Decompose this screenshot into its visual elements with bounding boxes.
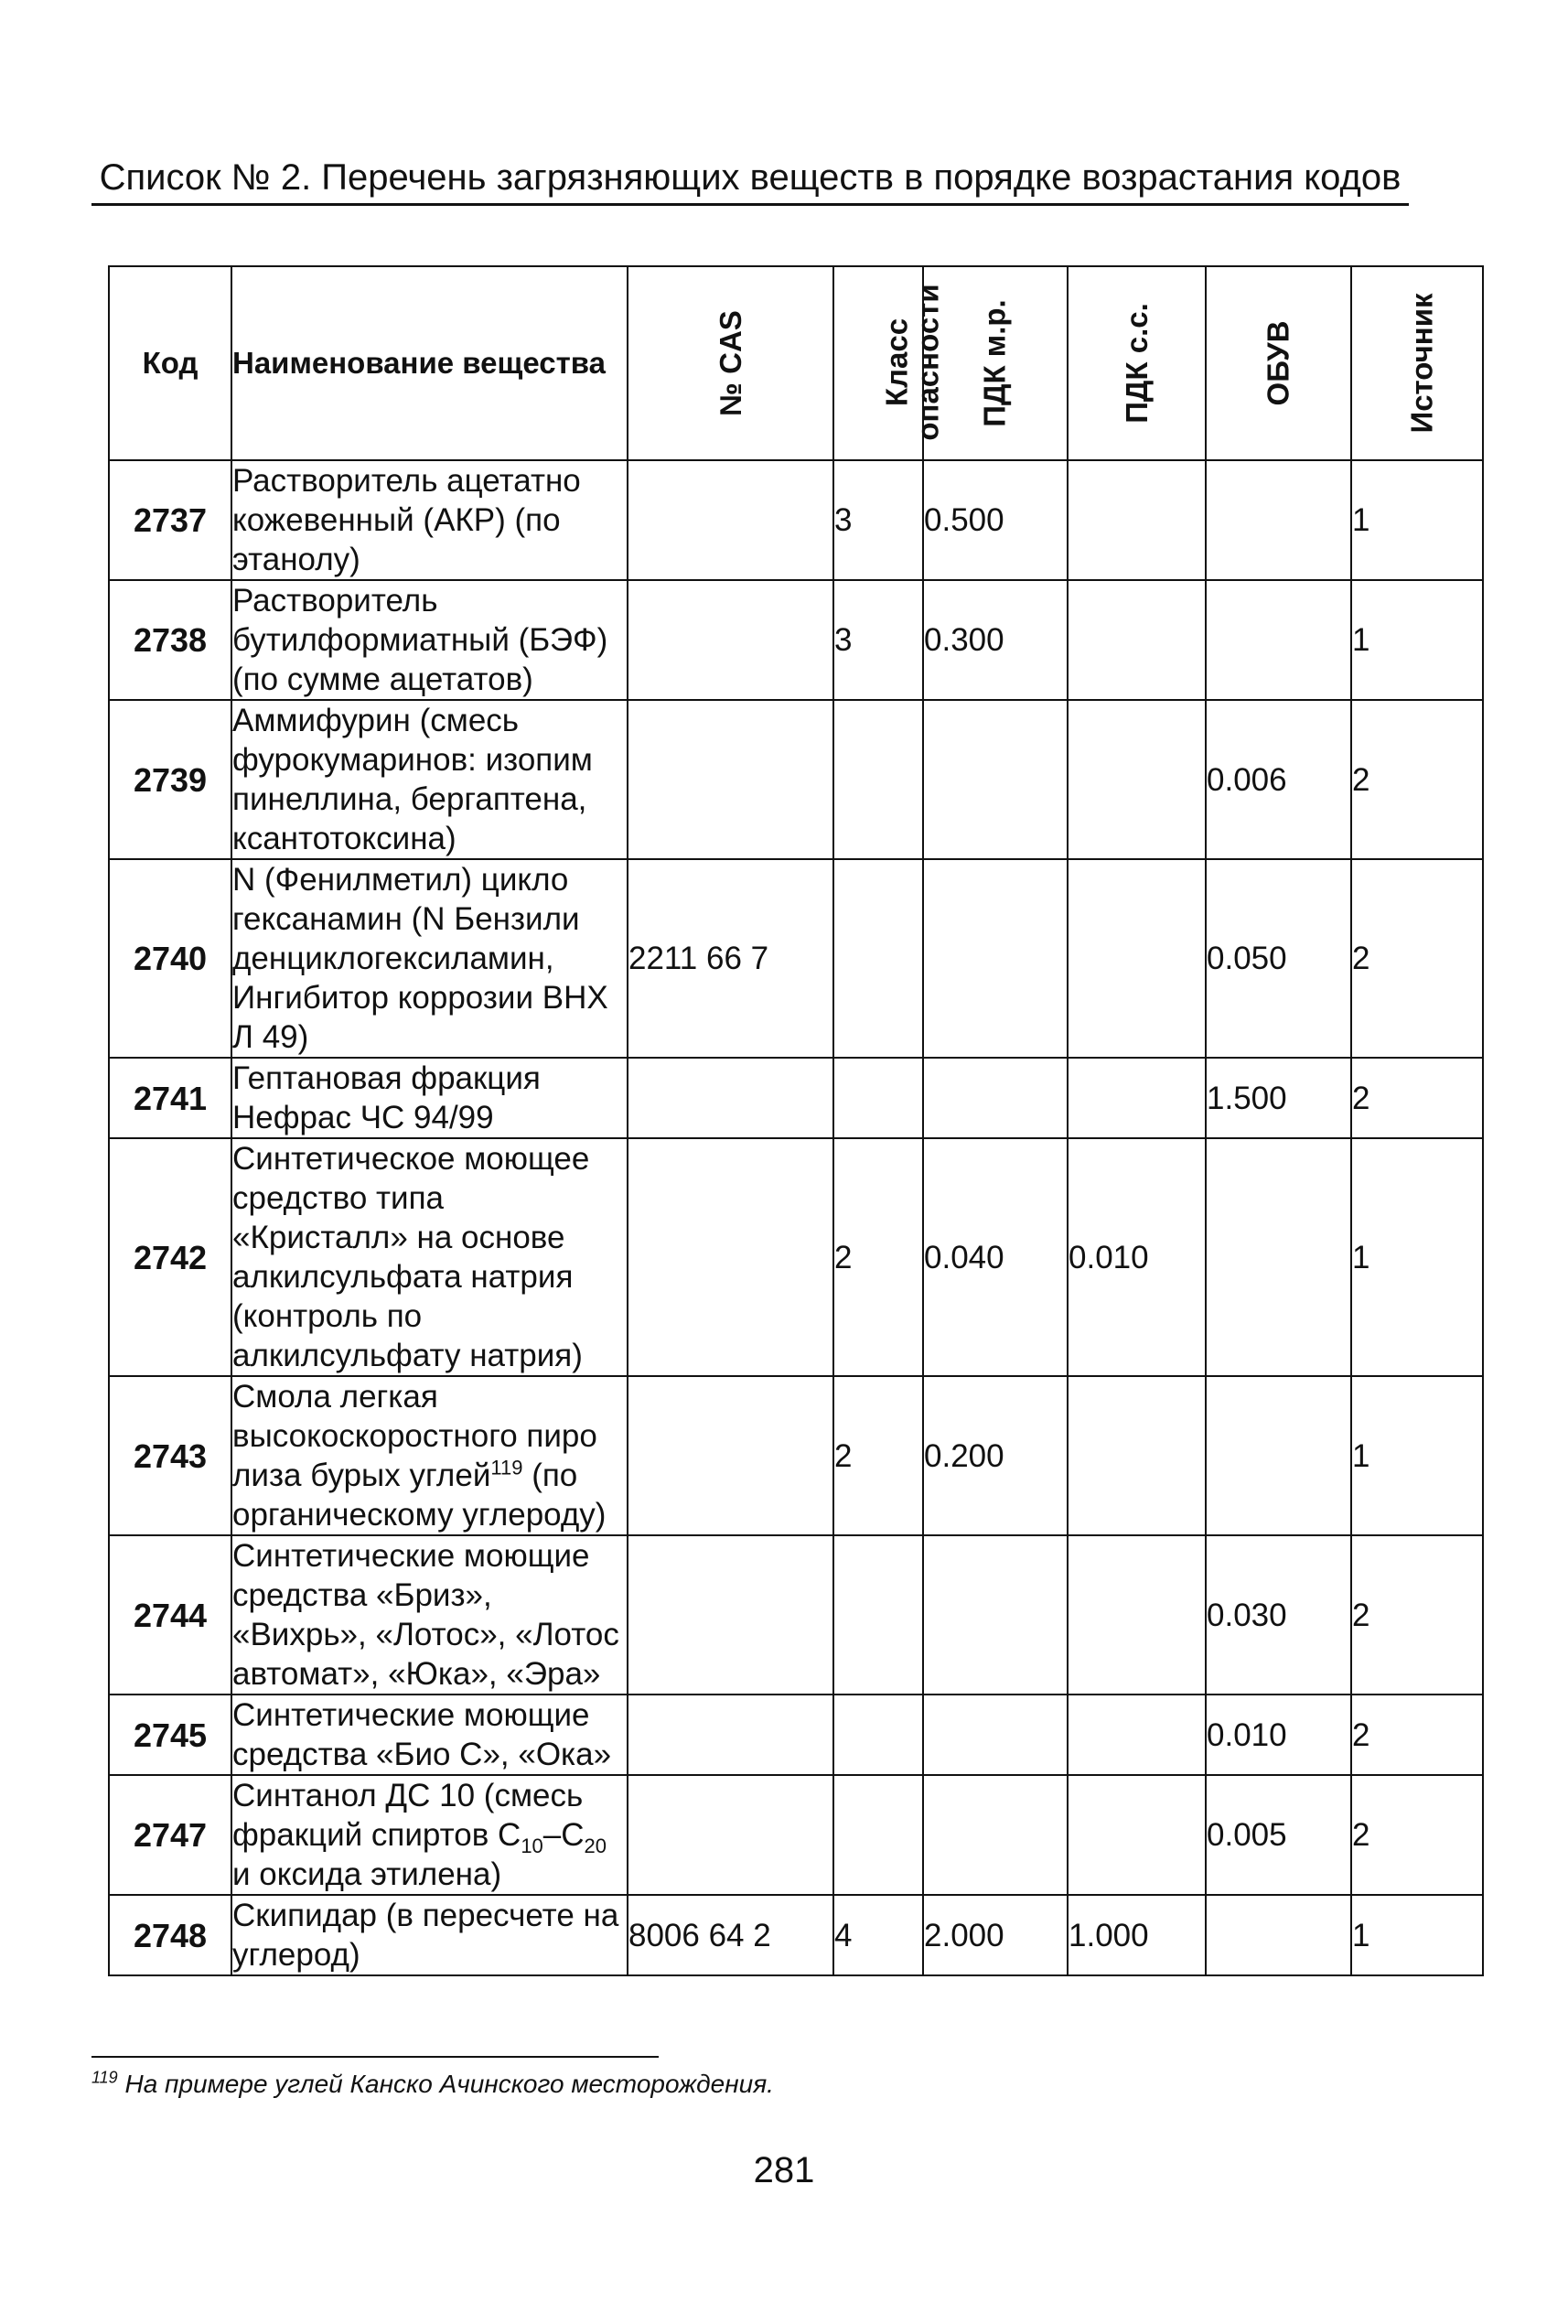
cell-cas: 2211 66 7 — [628, 859, 833, 1058]
cell-code: 2738 — [109, 580, 231, 700]
cell-cas — [628, 1535, 833, 1695]
table-row — [109, 859, 1483, 1058]
table-row — [109, 1775, 1483, 1895]
cell-source: 1 — [1351, 1376, 1483, 1535]
footnote-mark: 119 — [91, 2068, 118, 2087]
table-row — [109, 1535, 1483, 1695]
cell-code: 2745 — [109, 1695, 231, 1775]
header-source: Источник — [1351, 266, 1483, 460]
cell-name: Синтетические моющие средства «Бриз», «Вихрь», «Лотос», «Лотос автомат», «Юка», «Эра» — [231, 1535, 628, 1695]
cell-obuv — [1206, 1376, 1351, 1535]
footnote-text: На примере углей Канско Ачинского месторождения. — [117, 2070, 774, 2098]
footnote-ref: 119 — [490, 1456, 523, 1479]
header-pdk-mr: ПДК м.р. — [923, 266, 1068, 460]
cell-cas — [628, 580, 833, 700]
header-obuv: ОБУВ — [1206, 266, 1351, 460]
cell-code: 2744 — [109, 1535, 231, 1695]
cell-code: 2739 — [109, 700, 231, 859]
header-name: Наименование вещества — [231, 266, 628, 460]
cell-obuv — [1206, 580, 1351, 700]
page-title: Список № 2. Перечень загрязняющих веществ в порядке возрастания кодов — [99, 157, 1402, 198]
cell-pdk-ss — [1068, 700, 1206, 859]
pollutants-table — [108, 265, 1484, 1976]
cell-hazard — [833, 859, 923, 1058]
cell-source: 2 — [1351, 1535, 1483, 1695]
cell-cas — [628, 1058, 833, 1138]
cell-hazard — [833, 1695, 923, 1775]
footnote — [91, 2070, 774, 2099]
cell-pdk-ss — [1068, 1376, 1206, 1535]
cell-source: 2 — [1351, 1058, 1483, 1138]
cell-obuv: 1.500 — [1206, 1058, 1351, 1138]
cell-hazard: 2 — [833, 1376, 923, 1535]
cell-name: Смола легкая высокоскоростного пиро лиза бурых углей$^{119}$ (по органическому углероду) — [231, 1376, 628, 1535]
cell-cas — [628, 460, 833, 580]
cell-pdk-mr: 0.300 — [923, 580, 1068, 700]
cell-obuv: 0.030 — [1206, 1535, 1351, 1695]
header-pdk-ss: ПДК с.с. — [1068, 266, 1206, 460]
cell-pdk-ss — [1068, 1695, 1206, 1775]
cell-pdk-ss — [1068, 1775, 1206, 1895]
cell-obuv: 0.006 — [1206, 700, 1351, 859]
cell-pdk-mr — [923, 1535, 1068, 1695]
header-cas: № CAS — [628, 266, 833, 460]
cell-source: 2 — [1351, 700, 1483, 859]
cell-pdk-mr: 0.200 — [923, 1376, 1068, 1535]
cell-code: 2742 — [109, 1138, 231, 1376]
cell-code: 2740 — [109, 859, 231, 1058]
cell-code: 2737 — [109, 460, 231, 580]
page-number: 281 — [753, 2150, 815, 2190]
cell-name: Синтетическое моющее средство типа «Кристалл» на основе алкилсульфата натрия (контроль по алкилсульфату натрия) — [231, 1138, 628, 1376]
table-row — [109, 700, 1483, 859]
cell-code: 2741 — [109, 1058, 231, 1138]
cell-pdk-mr: 0.040 — [923, 1138, 1068, 1376]
cell-obuv — [1206, 1895, 1351, 1975]
cell-source: 2 — [1351, 1775, 1483, 1895]
table-row — [109, 1138, 1483, 1376]
cell-pdk-mr — [923, 1058, 1068, 1138]
cell-obuv: 0.005 — [1206, 1775, 1351, 1895]
cell-name: Растворитель ацетатно кожевенный (АКР) (по этанолу) — [231, 460, 628, 580]
footnote-divider — [91, 2056, 659, 2058]
cell-pdk-ss: 0.010 — [1068, 1138, 1206, 1376]
table-row — [109, 1376, 1483, 1535]
cell-name: Синтанол ДС 10 (смесь фракций спиртов $C_{10}-C_{20}$ и оксида этилена) — [231, 1775, 628, 1895]
cell-pdk-ss — [1068, 1535, 1206, 1695]
cell-cas — [628, 1138, 833, 1376]
cell-cas — [628, 1376, 833, 1535]
cell-source: 1 — [1351, 580, 1483, 700]
cell-hazard: 4 — [833, 1895, 923, 1975]
cell-hazard — [833, 1058, 923, 1138]
cell-pdk-ss — [1068, 580, 1206, 700]
cell-obuv — [1206, 460, 1351, 580]
cell-pdk-mr — [923, 1695, 1068, 1775]
table-row — [109, 1058, 1483, 1138]
cell-pdk-ss — [1068, 1058, 1206, 1138]
cell-name: Гептановая фракция Нефрас ЧС 94/99 — [231, 1058, 628, 1138]
cell-hazard — [833, 1775, 923, 1895]
table-row — [109, 1895, 1483, 1975]
cell-name: Синтетические моющие средства «Био С», «Ока» — [231, 1695, 628, 1775]
cell-name: N (Фенилметил) цикло гексанамин (N Бензили денциклогексиламин, Ингибитор коррозии ВНХ Л 49) — [231, 859, 628, 1058]
cell-name: Скипидар (в пересчете на углерод) — [231, 1895, 628, 1975]
cell-hazard — [833, 1535, 923, 1695]
table-row — [109, 460, 1483, 580]
cell-hazard: 2 — [833, 1138, 923, 1376]
cell-obuv — [1206, 1138, 1351, 1376]
cell-name: Аммифурин (смесь фурокумаринов: изопим пинеллина, бергаптена, ксантотоксина) — [231, 700, 628, 859]
cell-cas — [628, 700, 833, 859]
cell-pdk-mr — [923, 700, 1068, 859]
cell-pdk-ss: 1.000 — [1068, 1895, 1206, 1975]
cell-source: 1 — [1351, 1895, 1483, 1975]
cell-code: 2747 — [109, 1775, 231, 1895]
cell-cas — [628, 1695, 833, 1775]
cell-pdk-mr — [923, 859, 1068, 1058]
table-row — [109, 1695, 1483, 1775]
header-row — [109, 266, 1483, 460]
cell-pdk-mr — [923, 1775, 1068, 1895]
cell-pdk-ss — [1068, 460, 1206, 580]
cell-obuv: 0.050 — [1206, 859, 1351, 1058]
cell-hazard: 3 — [833, 580, 923, 700]
cell-name: Растворитель бутилформиатный (БЭФ) (по сумме ацетатов) — [231, 580, 628, 700]
cell-cas: 8006 64 2 — [628, 1895, 833, 1975]
cell-pdk-ss — [1068, 859, 1206, 1058]
cell-hazard — [833, 700, 923, 859]
title-divider — [91, 203, 1409, 206]
header-code: Код — [109, 266, 231, 460]
table-row — [109, 580, 1483, 700]
cell-pdk-mr: 2.000 — [923, 1895, 1068, 1975]
cell-source: 2 — [1351, 859, 1483, 1058]
cell-code: 2748 — [109, 1895, 231, 1975]
cell-source: 2 — [1351, 1695, 1483, 1775]
cell-source: 1 — [1351, 460, 1483, 580]
cell-source: 1 — [1351, 1138, 1483, 1376]
cell-obuv: 0.010 — [1206, 1695, 1351, 1775]
cell-pdk-mr: 0.500 — [923, 460, 1068, 580]
cell-code: 2743 — [109, 1376, 231, 1535]
header-hazard-class: Класс опасности — [833, 266, 923, 460]
cell-hazard: 3 — [833, 460, 923, 580]
cell-cas — [628, 1775, 833, 1895]
